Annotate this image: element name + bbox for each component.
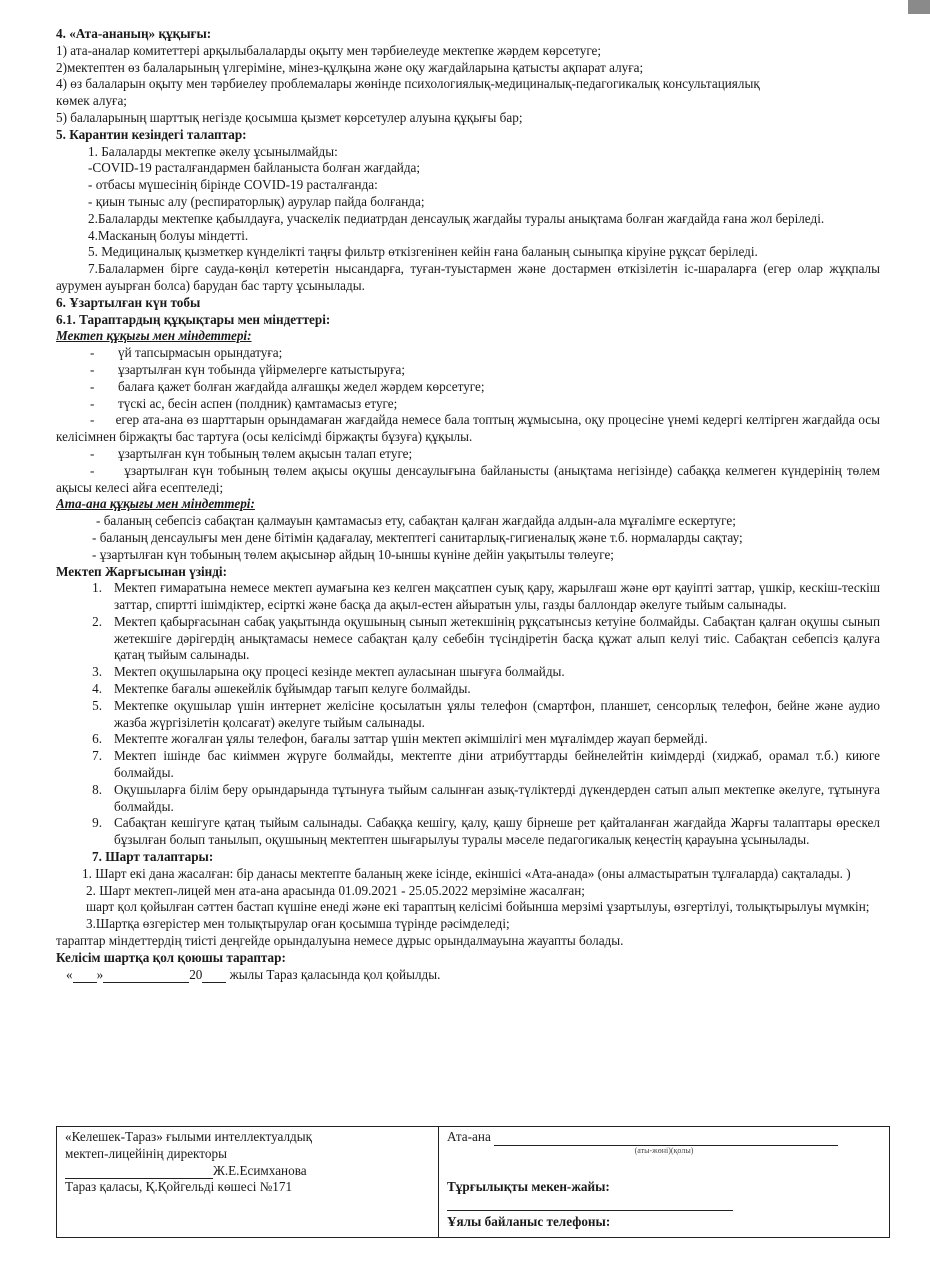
charter-item [56,782,880,816]
charter-list [56,580,880,849]
charter-heading: Мектеп Жарғысынан үзінді: [56,563,227,579]
parent-phone-label: Ұялы байланыс телефоны: [447,1213,611,1229]
director-signature-line: Ж.Е.Есимханова [65,1163,430,1180]
list-item: - баланың себепсіз сабақтан қалмауын қамтамасыз ету, сабақтан қалған жағдайда алдын-ала мұғалімге ескертуге; [96,513,736,529]
school-name: «Келешек-Тараз» ғылыми интеллектуалдық [65,1129,313,1144]
school-rights-title: Мектеп құқығы мен міндеттері: [56,328,252,344]
charter-item-number: 9. [92,815,102,831]
section-5-item: 1. Балаларды мектепке әкелу ұсынылмайды: [88,143,338,159]
address-line [447,1210,733,1211]
section-5-subitem: -COVID-19 расталғандармен байланыста болған жағдайда; [88,160,421,176]
section-5-item: 5. Медициналық қызметкер күнделікті таңғы фильтр өткізгенінен кейін ғана баланың сыныпқа кіруіне рұқсат беріледі. [88,244,758,260]
signature-table [56,1126,890,1238]
contract-clause: тараптар міндеттердің тиісті деңгейде орындалуына немесе дұрыс орындалмауына жауапты болады. [56,933,624,949]
charter-item-text: Сабақтан кешігуге қатаң тыйым салынады. Сабаққа кешігу, қалу, қашу бірнеше рет қайталанған жағдайда Жарғы талаптары өрескел бұзылған болып танылып, оқушының мектептен шығарылуы туралы мәселе педагогикалық кеңестің қарауына ұсынылады. [114,815,880,848]
charter-item-number: 7. [92,748,102,764]
section-6-subheading: 6.1. Тараптардың құқықтары мен міндеттері: [56,311,331,327]
charter-item-number: 1. [92,580,102,596]
charter-item-text: Оқушыларға білім беру орындарында тұтынуға тыйым салынған азық-түліктерді дүкендерден сатып алып мектепке әкелуге, тұтынуға болмайды. [114,781,880,814]
section-7-heading: 7. Шарт талаптары: [92,849,214,865]
charter-item-text: Мектепке бағалы әшекейлік бұйымдар тағып келуге болмайды. [114,681,471,697]
contract-clause: 3.Шартқа өзгерістер мен толықтырулар оған қосымша түрінде рәсімделеді; [86,916,510,932]
parent-address-label: Тұрғылықты мекен-жайы: [447,1178,610,1194]
charter-item-number: 8. [92,781,102,797]
parent-signature-line: Ата-ана [447,1129,881,1146]
section-4-line: 4) өз балаларын оқыту мен тәрбиелеу проблемалары жөнінде психологиялық-медициналық-педагогикалық консультациялық [56,76,760,92]
section-5-item: 7.Балалармен бірге сауда-көңіл көтеретін нысандарға, туған-туыстармен және достармен өткізілетін іс-шараларға (егер олар жұқпалы аурумен ауырған болса) барудан бас тарту ұсынылады. [56,261,880,293]
parent-signature-cell [439,1127,889,1237]
charter-item [56,698,880,732]
list-item: - түскі ас, бесін аспен (полдник) қамтамасыз етуге; [90,395,398,411]
charter-item-number: 6. [92,731,102,747]
section-4-line: 2)мектептен өз балаларының үлгеріміне, мінез-құлқына және оқу жағдайларына қатысты ақпарат алуға; [56,59,644,75]
charter-item [56,748,880,782]
section-5-item: 4.Масканың болуы міндетті. [88,227,249,243]
school-address: Тараз қаласы, Қ.Қойгельді көшесі №171 [65,1179,293,1195]
contract-clause: 1. Шарт екі дана жасалған: бір данасы мектепте баланың жеке ісінде, екіншісі «Ата-анада» (оны алмастыратын тұлғаларда) сақталады. ) [82,865,851,881]
charter-item-number: 5. [92,697,102,713]
signing-date-line: « » 20 жылы Тараз қаласында қол қойылды. [66,966,441,982]
charter-item-number: 3. [92,664,102,680]
section-5-heading: 5. Карантин кезіндегі талаптар: [56,126,247,142]
section-5-item: 2.Балаларды мектепке қабылдауға, учаскелік педиатрдан денсаулық жағдайы туралы анықтама болған жағдайда ғана жол беріледі. [88,210,825,226]
list-item: - балаға қажет болған жағдайда алғашқы жедел жәрдем көрсетуге; [90,378,485,394]
school-signature-cell [57,1127,439,1237]
list-item: - ұзартылған күн тобында үйірмелерге катыстыруға; [90,361,406,377]
document-body [56,22,880,983]
section-5-subitem: - отбасы мүшесінің бірінде COVID-19 расталғанда: [88,177,378,193]
section-4-heading: 4. «Ата-ананың» құқығы: [56,26,212,41]
charter-item-text: Мектепке оқушылар үшін интернет желісіне қосылатын ұялы телефон (смартфон, планшет, сенсорлық телефон, бейне және аудио жазба жүргізілетін қолсағат) әкелуге тыйым салынады. [114,697,880,730]
signing-heading: Келісім шартқа қол қоюшы тараптар: [56,949,286,965]
charter-item-text: Мектеп қабырғасынан сабақ уақытында оқушының сынып жетекшінің рұқсатынсыз кетуіне болмайды. Сабақтан қалған оқушы сынып жетекшіге дәрігердің анықтамасы немесе сабақтан қалу себебін түсіндіретін басқа құжат алып келуі тиіс. Сабақтан себепсіз қалуға қатаң тыйым салынады. [114,613,880,663]
charter-item-number: 4. [92,681,102,697]
section-4-line: көмек алуға; [56,93,127,109]
parent-rights-title: Ата-ана құқығы мен міндеттері: [56,496,255,512]
section-6-heading: 6. Ұзартылған күн тобы [56,294,201,310]
list-item: - баланың денсаулығы мен дене бітімін қадағалау, мектептегі санитарлық-гигиеналық және т.б. нормаларды сақтау; [92,529,743,545]
charter-item [56,614,880,664]
list-item: - үй тапсырмасын орындатуға; [90,345,283,361]
section-4-line: 1) ата-аналар комитеттері арқылыбалаларды оқыту мен тәрбиелеуде мектепке жәрдем көрсетуге; [56,42,602,58]
section-5-subitem: - қиын тыныс алу (респираторлық) аурулар пайда болғанда; [88,193,425,209]
charter-item [56,731,880,748]
list-item: - ұзартылған күн тобының төлем ақысынәр айдың 10-ыншы күніне дейін уақытылы төлеуге; [92,546,614,562]
contract-clause: шарт қол қойылған сәттен бастап күшіне енеді және екі тараптың келісімі бойынша мерзімі ұзартылуы, өзгертілуі, толықтырылуы мүмкін; [86,899,870,915]
charter-item [56,664,880,681]
charter-item [56,580,880,614]
section-4-line: 5) балаларының шарттық негізде қосымша қызмет көрсетулер алуына құқығы бар; [56,109,523,125]
charter-item [56,681,880,698]
parent-signature-hint: (аты-жөні)(қолы) [634,1145,694,1155]
charter-item-text: Мектепте жоғалған ұялы телефон, бағалы заттар үшін мектеп әкімшілігі мен мұғалімдер жауап бермейді. [114,731,708,747]
charter-item-text: Мектеп ішінде бас киіммен жүруге болмайды, мектепте діни атрибуттарды бейнелейтін киімдерді (хиджаб, орамал т.б.) киюге болмайды. [114,748,880,781]
director-title: мектеп-лицейінің директоры [65,1145,227,1161]
contract-clause: 2. Шарт мектеп-лицей мен ата-ана арасында 01.09.2021 - 25.05.2022 мерзіміне жасалған; [86,882,585,898]
charter-item-number: 2. [92,613,102,629]
list-item: - егер ата-ана өз шарттарын орындамаған жағдайда немесе бала топтың жұмысына, оқу процесіне үнемі кедергі келтірген жағдайда осы келісімнен біржақты бас тартуға (осы келісімді біржақты бұзуға) құқылы. [56,412,880,445]
charter-item-text: Мектеп оқушыларына оқу процесі кезінде мектеп ауласынан шығуға болмайды. [114,664,565,680]
charter-item [56,815,880,849]
charter-item-text: Мектеп ғимаратына немесе мектеп аумағына кез келген мақсатпен суық қару, жарылғаш және өрт қауіпті заттар, үшкір, кескіш-тескіш заттар, спиртті ішімдіктер, есірткі және басқа да ақыл-естен айыратын улы, газды баллондар әкелуге тыйым салынады. [114,580,880,613]
list-item: - ұзартылған күн тобының төлем ақысы оқушы денсаулығына байланысты (анықтама негізінде) сабаққа келмеген күндерінің төлем ақысы келесі айға есептеледі; [56,462,880,495]
scan-corner-mark [908,0,930,14]
list-item: - ұзартылған күн тобының төлем ақысын талап етуге; [90,445,413,461]
